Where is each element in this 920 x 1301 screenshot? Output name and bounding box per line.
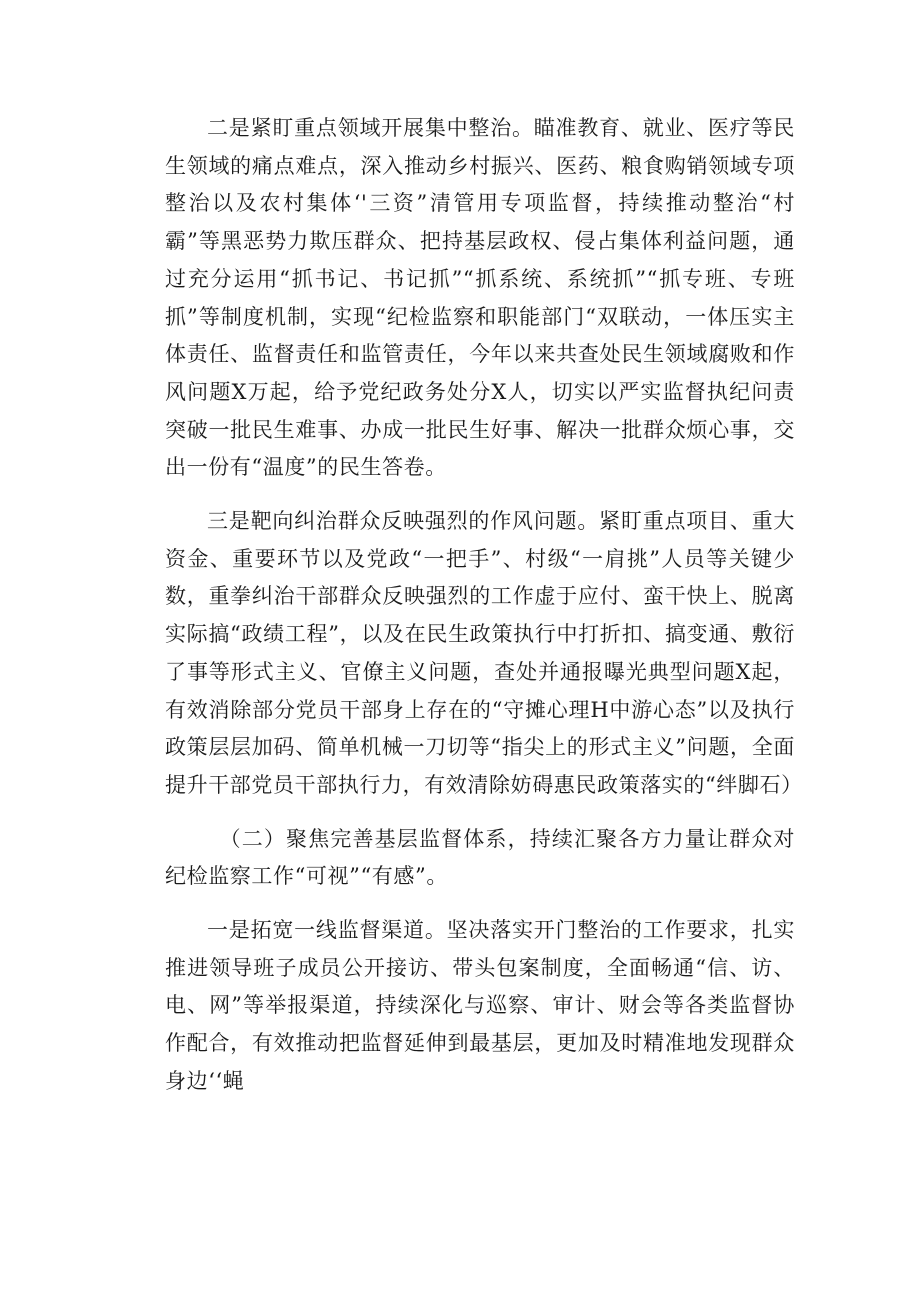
- paragraph-correct-work-style: 三是靶向纠治群众反映强烈的作风问题。紧盯重点项目、重大资金、重要环节以及党政“一把手”、村级“一肩挑”人员等关键少数，重拳纠治干部群众反映强烈的工作虚于应付、蛮干快上、脱离实际搞“政绩工程”，以及在民生政策执行中打折扣、搞变通、敷衍了事等形式主义、官僚主义问题，查处并通报曝光典型问题X起，有效消除部分党员干部身上存在的“守摊心理H中游心态”以及执行政策层层加码、简单机械一刀切等“指尖上的形式主义”问题，全面提升干部党员干部执行力，有效清除妨碍惠民政策落实的“绊脚石）: [165, 509, 803, 797]
- paragraph-focus-key-areas: 二是紧盯重点领域开展集中整治。瞄准教育、就业、医疗等民生领域的痛点难点，深入推动乡村振兴、医药、粮食购销领域专项整治以及农村集体‘'三资”清管用专项监督，持续推动整治“村霸”等黑恶势力欺压群众、把持基层政权、侵占集体利益问题，通过充分运用“抓书记、书记抓”“抓系统、系统抓”“抓专班、专班抓”等制度机制，实现“纪检监察和职能部门“双联动，一体压实主体责任、监督责任和监管责任，今年以来共查处民生领域腐败和作风问题X万起，给予党纪政务处分X人，切实以严实监督执纪问责突破一批民生难事、办成一批民生好事、解决一批群众烦心事，交出一份有“温度”的民生答卷。: [165, 116, 795, 480]
- section-heading-supervision-system: （二）聚焦完善基层监督体系，持续汇聚各方力量让群众对纪检监察工作“可视”“有感”。: [165, 826, 795, 889]
- document-body: [165, 110, 803, 1101]
- paragraph-expand-supervision-channels: 一是拓宽一线监督渠道。坚决落实开门整治的工作要求，扎实推进领导班子成员公开接访、带头包案制度，全面畅通“信、访、电、网”等举报渠道，持续深化与巡察、审计、财会等各类监督协作配合，有效推动把监督延伸到最基层，更加及时精准地发现群众身边‘‘蝇: [165, 918, 795, 1093]
